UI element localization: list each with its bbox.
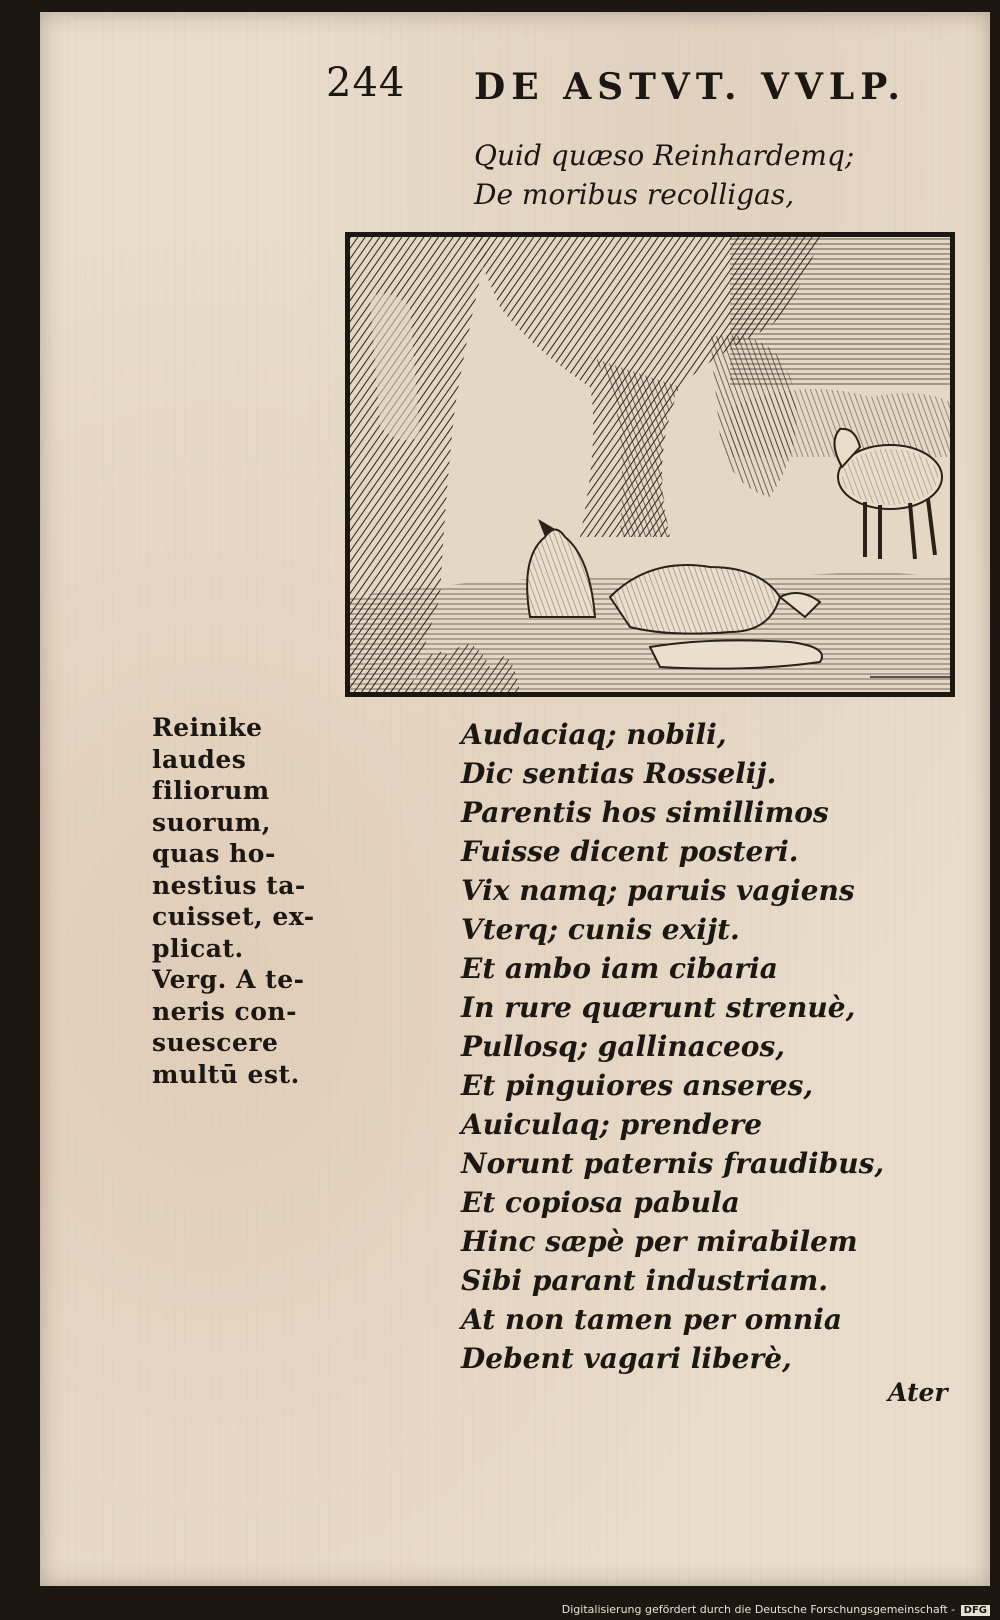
- verse-line: Quid quæso Reinhardemq;: [474, 139, 855, 172]
- margin-line: suescere: [152, 1028, 279, 1057]
- verse-line: Parentis hos simillimos: [461, 796, 829, 829]
- verse-line: Norunt paternis fraudibus,: [461, 1147, 885, 1180]
- margin-line: laudes: [152, 744, 247, 774]
- verse-line: Debent vagari liberè,: [461, 1342, 792, 1375]
- verse-line: Audaciaq; nobili,: [461, 718, 727, 751]
- verse-line: Vterq; cunis exijt.: [461, 913, 740, 946]
- verse-line: Hinc sæpè per mirabilem: [461, 1225, 858, 1258]
- verse-line: De moribus recolligas,: [474, 178, 795, 211]
- verse-line: Et ambo iam cibaria: [461, 952, 778, 985]
- book-page: [40, 12, 990, 1586]
- digitization-footer: [562, 1603, 990, 1616]
- verse-line: At non tamen per omnia: [461, 1303, 843, 1336]
- verse-line: Sibi parant industriam.: [461, 1264, 829, 1297]
- running-title: DE ASTVT. VVLP.: [474, 66, 906, 108]
- footer-text: Digitalisierung gefördert durch die Deutsche Forschungsgemeinschaft -: [561, 1603, 956, 1616]
- dfg-logo: DFG: [961, 1605, 990, 1616]
- verse-line: Et copiosa pabula: [461, 1186, 740, 1219]
- verse-line: Et pinguiores anseres,: [461, 1069, 814, 1102]
- margin-line: cuisset, ex-: [152, 902, 315, 931]
- verse-line: Pullosq; gallinaceos,: [461, 1030, 785, 1063]
- margin-line: Reinike: [152, 713, 263, 742]
- margin-line: plicat.: [152, 933, 244, 963]
- margin-line: quas ho-: [152, 839, 276, 868]
- margin-line: suorum,: [152, 807, 271, 837]
- verse-line: In rure quærunt strenuè,: [461, 991, 856, 1024]
- verse-line: Fuisse dicent posteri.: [461, 835, 799, 868]
- verse-line: Dic sentias Rosselij.: [461, 757, 777, 790]
- verse-line: Auiculaq; prendere: [461, 1108, 763, 1141]
- margin-line: nestius ta-: [152, 870, 306, 900]
- woodcut-illustration: [345, 232, 955, 697]
- margin-line: filiorum: [152, 776, 270, 805]
- verse-block: [461, 715, 884, 1378]
- page-number: 244: [326, 60, 406, 106]
- verse-line: Vix namq; paruis vagiens: [461, 874, 855, 907]
- margin-line: neris con-: [152, 996, 297, 1026]
- marginal-note: [152, 712, 322, 1090]
- margin-line: multū est.: [152, 1059, 300, 1089]
- margin-line: Verg. A te-: [152, 965, 305, 994]
- catchword: Ater: [888, 1378, 948, 1407]
- intro-verse: [474, 136, 854, 214]
